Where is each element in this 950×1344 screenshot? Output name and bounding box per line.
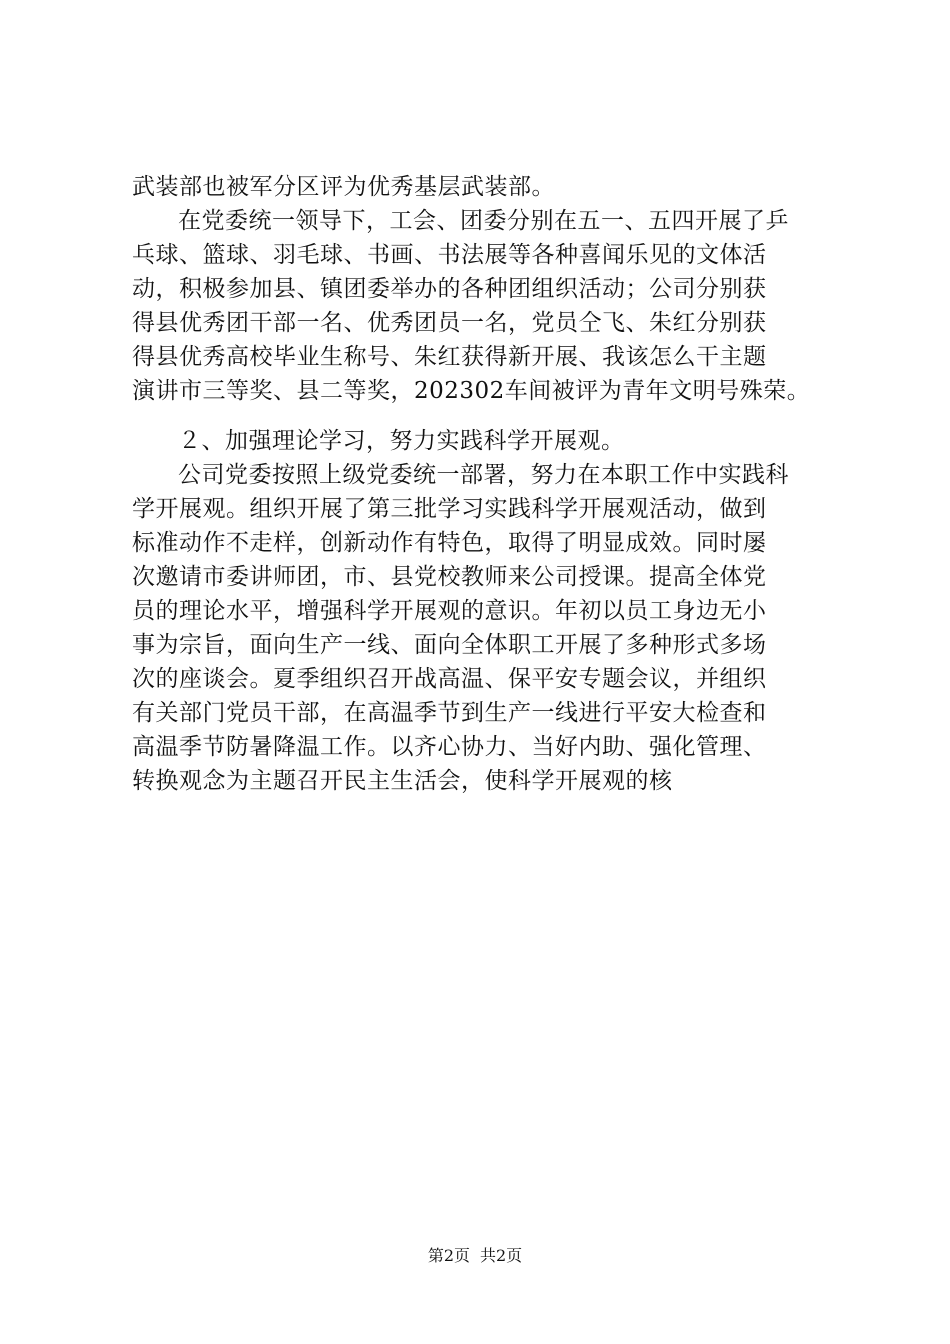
paragraph-start-line: 在党委统一领导下，工会、团委分别在五一、五四开展了乒 — [178, 208, 789, 234]
page-number-current: 第2页 — [427, 1246, 470, 1265]
text-line: 转换观念为主题召开民主生活会，使科学开展观的核 — [132, 768, 673, 794]
text-line: 事为宗旨，面向生产一线、面向全体职工开展了多种形式多场 — [132, 632, 767, 658]
text-line: 高温季节防暑降温工作。以齐心协力、当好内助、强化管理、 — [132, 734, 767, 760]
text-line: 武装部也被军分区评为优秀基层武装部。 — [132, 174, 555, 200]
paragraph-gap — [132, 408, 852, 424]
text-line: 员的理论水平，增强科学开展观的意识。年初以员工身边无小 — [132, 598, 767, 624]
section-heading: ２、加强理论学习，努力实践科学开展观。 — [178, 428, 625, 454]
text-line: 标准动作不走样，创新动作有特色，取得了明显成效。同时屡 — [132, 530, 767, 556]
page-number-total: 共2页 — [480, 1246, 523, 1265]
text-line: 次邀请市委讲师团，市、县党校教师来公司授课。提高全体党 — [132, 564, 767, 590]
text-line: 次的座谈会。夏季组织召开战高温、保平安专题会议，并组织 — [132, 666, 767, 692]
text-line: 动，积极参加县、镇团委举办的各种团组织活动；公司分别获 — [132, 276, 767, 302]
text-line: 学开展观。组织开展了第三批学习实践科学开展观活动，做到 — [132, 496, 767, 522]
document-body — [132, 170, 852, 798]
text-line: 得县优秀团干部一名、优秀团员一名，党员仝飞、朱红分别获 — [132, 310, 767, 336]
text-line: 演讲市三等奖、县二等奖，202302车间被评为青年文明号殊荣。 — [132, 378, 811, 404]
text-line: 乓球、篮球、羽毛球、书画、书法展等各种喜闻乐见的文体活 — [132, 242, 767, 268]
page-footer — [0, 1244, 950, 1268]
paragraph-start-line: 公司党委按照上级党委统一部署，努力在本职工作中实践科 — [178, 462, 789, 488]
text-line: 得县优秀高校毕业生称号、朱红获得新开展、我该怎么干主题 — [132, 344, 767, 370]
text-line: 有关部门党员干部，在高温季节到生产一线进行平安大检查和 — [132, 700, 767, 726]
